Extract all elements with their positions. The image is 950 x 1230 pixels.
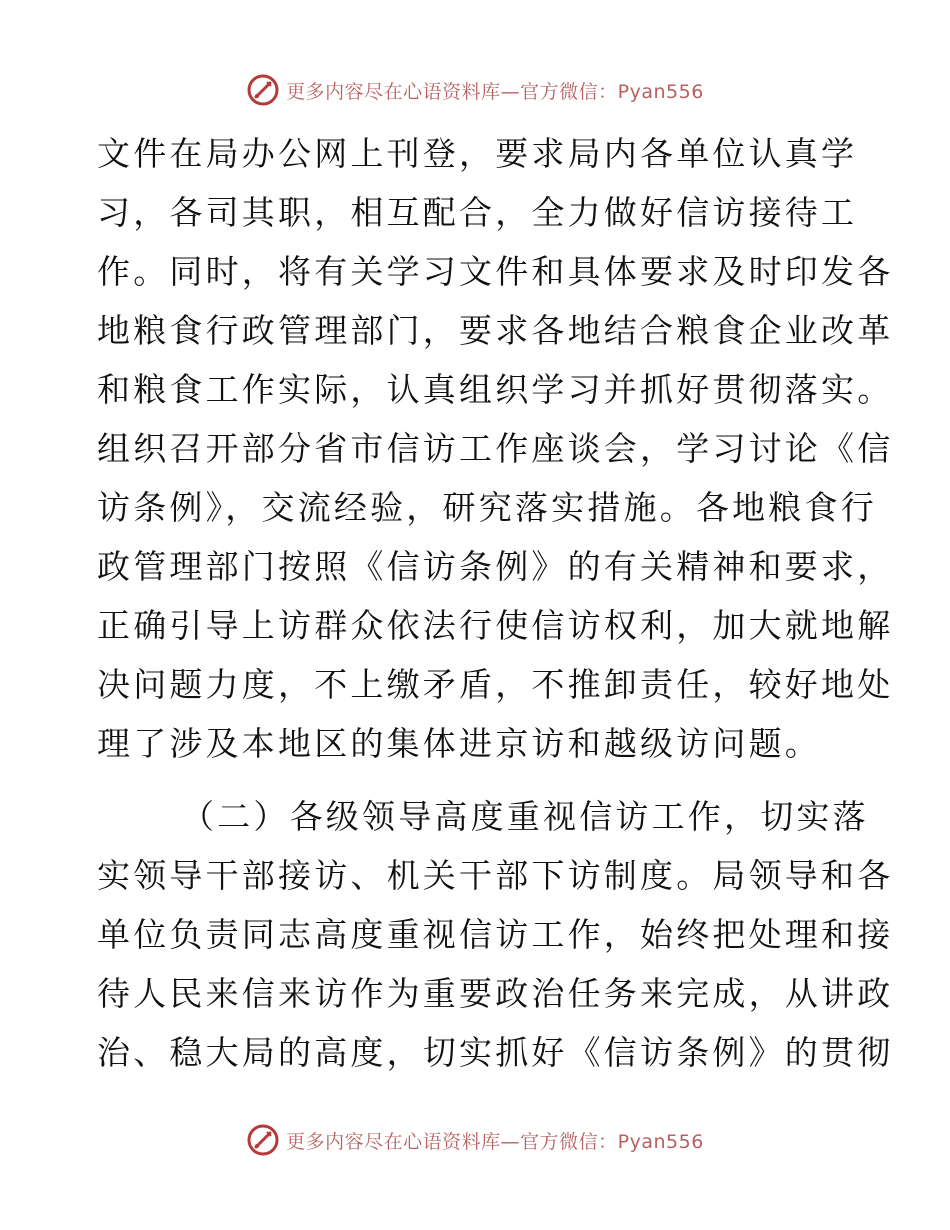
watermark-text: 更多内容尽在心语资料库—官方微信：Pyan556	[286, 1130, 704, 1153]
text-line: 待人民来信来访作为重要政治任务来完成，从讲政	[97, 974, 894, 1013]
text-line: （二）各级领导高度重视信访工作，切实落	[181, 797, 869, 836]
paragraph-gap	[97, 773, 857, 787]
paragraph	[97, 124, 894, 773]
text-line: 决问题力度，不上缴矛盾，不推卸责任，较好地处	[97, 665, 894, 704]
document-body	[97, 124, 894, 1082]
footer-watermark	[0, 1120, 950, 1160]
text-line: 单位负责同志高度重视信访工作，始终把处理和接	[97, 915, 894, 954]
text-line: 组织召开部分省市信访工作座谈会，学习讨论《信	[97, 429, 894, 468]
paragraph	[97, 787, 894, 1082]
text-line: 正确引导上访群众依法行使信访权利，加大就地解	[97, 606, 894, 645]
header-watermark	[0, 70, 950, 110]
text-line: 和粮食工作实际，认真组织学习并抓好贯彻落实。	[97, 370, 894, 409]
text-line: 治、稳大局的高度，切实抓好《信访条例》的贯彻	[97, 1033, 894, 1072]
text-line: 文件在局办公网上刊登，要求局内各单位认真学	[97, 134, 858, 173]
text-line: 实领导干部接访、机关干部下访制度。局领导和各	[97, 856, 894, 895]
text-line: 作。同时，将有关学习文件和具体要求及时印发各	[97, 252, 894, 291]
text-line: 理了涉及本地区的集体进京访和越级访问题。	[97, 724, 821, 763]
text-line: 地粮食行政管理部门，要求各地结合粮食企业改革	[97, 311, 894, 350]
text-line: 习，各司其职，相互配合，全力做好信访接待工	[97, 193, 858, 232]
pen-seal-icon	[246, 1123, 280, 1157]
pen-seal-icon	[246, 73, 280, 107]
text-line: 访条例》，交流经验，研究落实措施。各地粮食行	[97, 488, 877, 527]
text-line: 政管理部门按照《信访条例》的有关精神和要求，	[97, 547, 894, 586]
watermark-text: 更多内容尽在心语资料库—官方微信：Pyan556	[286, 80, 704, 103]
